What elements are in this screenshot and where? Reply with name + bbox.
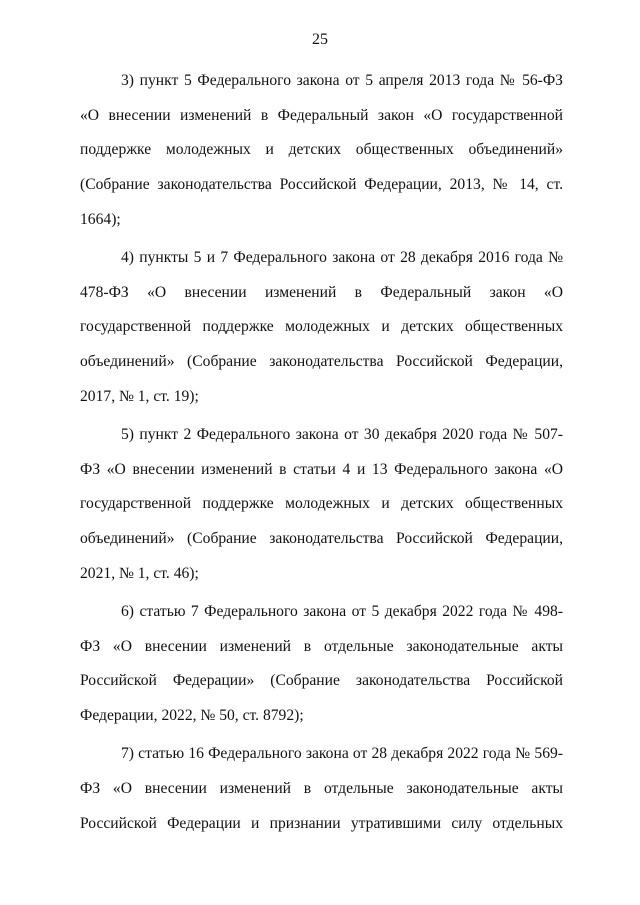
list-item-7: 7) статью 16 Федерального закона от 28 декабря 2022 года № 569-ФЗ «О внесении изменений в отдельные законодательные акты Российской Федерации и признании утратившими силу отдельных bbox=[80, 745, 563, 832]
list-item-4: 4) пункты 5 и 7 Федерального закона от 28 декабря 2016 года № 478-ФЗ «О внесении изменений в Федеральный закон «О государственной поддержке молодежных и детских общественных объединений» (Собрание законодательства Российской Федерации, 2017, № 1, ст. 19); bbox=[80, 249, 563, 405]
list-item-6: 6) статью 7 Федерального закона от 5 декабря 2022 года № 498-ФЗ «О внесении изменений в отдельные законодательные акты Российской Федерации» (Собрание законодательства Российской Федерации, 2022, № 50, ст. 8792); bbox=[80, 603, 563, 725]
page-number: 25 bbox=[312, 31, 328, 48]
list-item-5: 5) пункт 2 Федерального закона от 30 декабря 2020 года № 507-ФЗ «О внесении изменений в статьи 4 и 13 Федерального закона «О государственной поддержке молодежных и детских общественных объединений» (Собрание законодательства Российской Федерации, 2021, № 1, ст. 46); bbox=[80, 426, 563, 582]
document-body bbox=[80, 64, 563, 845]
list-item-3: 3) пункт 5 Федерального закона от 5 апреля 2013 года № 56-ФЗ «О внесении изменений в Федеральный закон «О государственной поддержке молодежных и детских общественных объединений» (Собрание законодательства Российской Федерации, 2013, № 14, ст. 1664); bbox=[80, 72, 563, 228]
